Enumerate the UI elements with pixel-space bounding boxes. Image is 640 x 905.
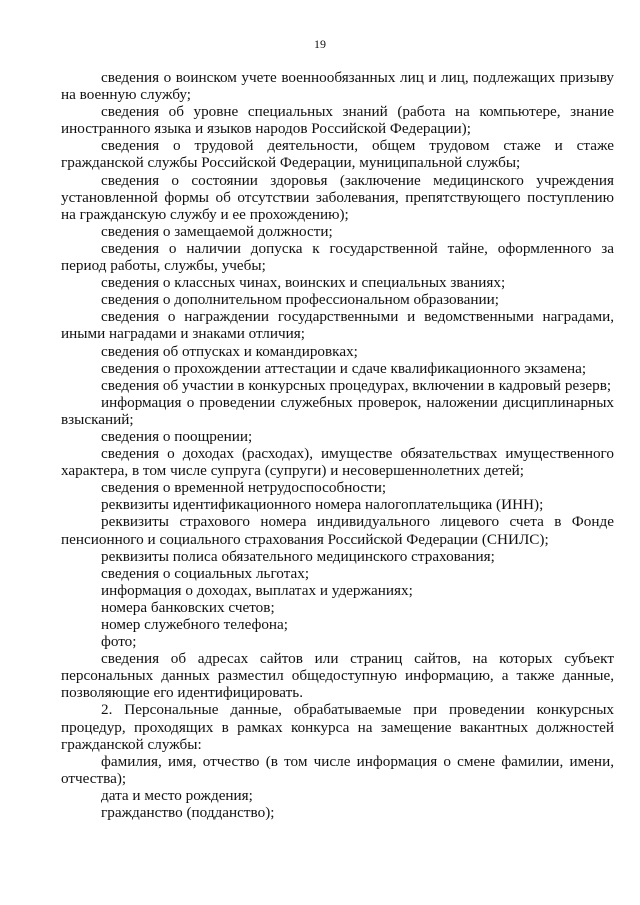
paragraph: реквизиты идентификационного номера налогоплательщика (ИНН); <box>101 496 544 514</box>
paragraph: сведения об отпусках и командировках; <box>101 342 358 360</box>
paragraph: сведения о классных чинах, воинских и специальных званиях; <box>101 274 506 292</box>
paragraph: 2. Персональные данные, обрабатываемые при проведении конкурсных процедур, проходящих в рамках конкурса на замещение вакантных должностей гражданской службы: <box>61 701 614 753</box>
paragraph: информация о доходах, выплатах и удержаниях; <box>101 581 413 599</box>
paragraph: фамилия, имя, отчество (в том числе информация о смене фамилии, имени, отчества); <box>61 752 614 787</box>
paragraph: сведения о награждении государственными и ведомственными наградами, иными наградами и знаками отличия; <box>61 308 614 343</box>
paragraph: сведения о состоянии здоровья (заключение медицинского учреждения установленной формы об отсутствии заболевания, препятствующего поступлению на гражданскую службу и ее прохождению); <box>61 171 614 223</box>
paragraph: сведения о дополнительном профессиональном образовании; <box>101 291 499 309</box>
paragraph: сведения о доходах (расходах), имуществе обязательствах имущественного характера, в том числе супруга (супруги) и несовершеннолетних детей; <box>61 445 614 480</box>
paragraph: фото; <box>101 633 137 651</box>
paragraph: дата и место рождения; <box>101 786 253 804</box>
paragraph: сведения о поощрении; <box>101 427 253 445</box>
paragraph: реквизиты страхового номера индивидуального лицевого счета в Фонде пенсионного и социального страхования Российской Федерации (СНИЛС); <box>61 513 614 548</box>
paragraph: сведения о воинском учете военнообязанных лиц и лиц, подлежащих призыву на военную службу; <box>61 69 614 104</box>
paragraph: номер служебного телефона; <box>101 616 289 633</box>
document-body <box>61 69 614 821</box>
paragraph: сведения об уровне специальных знаний (работа на компьютере, знание иностранного языка и языков народов Российской Федерации); <box>61 103 614 138</box>
paragraph: сведения о прохождении аттестации и сдаче квалификационного экзамена; <box>101 359 587 377</box>
paragraph: номера банковских счетов; <box>101 598 275 616</box>
paragraph: сведения о замещаемой должности; <box>101 222 333 240</box>
paragraph: информация о проведении служебных проверок, наложении дисциплинарных взысканий; <box>61 393 614 428</box>
paragraph: реквизиты полиса обязательного медицинского страхования; <box>101 547 495 565</box>
paragraph: сведения о социальных льготах; <box>101 564 310 582</box>
page-number: 19 <box>314 37 326 51</box>
paragraph: сведения о трудовой деятельности, общем трудовом стаже и стаже гражданской службы Российской Федерации, муниципальной службы; <box>61 137 614 172</box>
paragraph: сведения об адресах сайтов или страниц сайтов, на которых субъект персональных данных разместил общедоступную информацию, а также данные, позволяющие его идентифицировать. <box>61 650 614 702</box>
paragraph: сведения о наличии допуска к государственной тайне, оформленного за период работы, службы, учебы; <box>61 239 614 275</box>
paragraph: сведения об участии в конкурсных процедурах, включении в кадровый резерв; <box>101 376 612 394</box>
paragraph: сведения о временной нетрудоспособности; <box>101 479 387 497</box>
paragraph: гражданство (подданство); <box>101 804 275 822</box>
